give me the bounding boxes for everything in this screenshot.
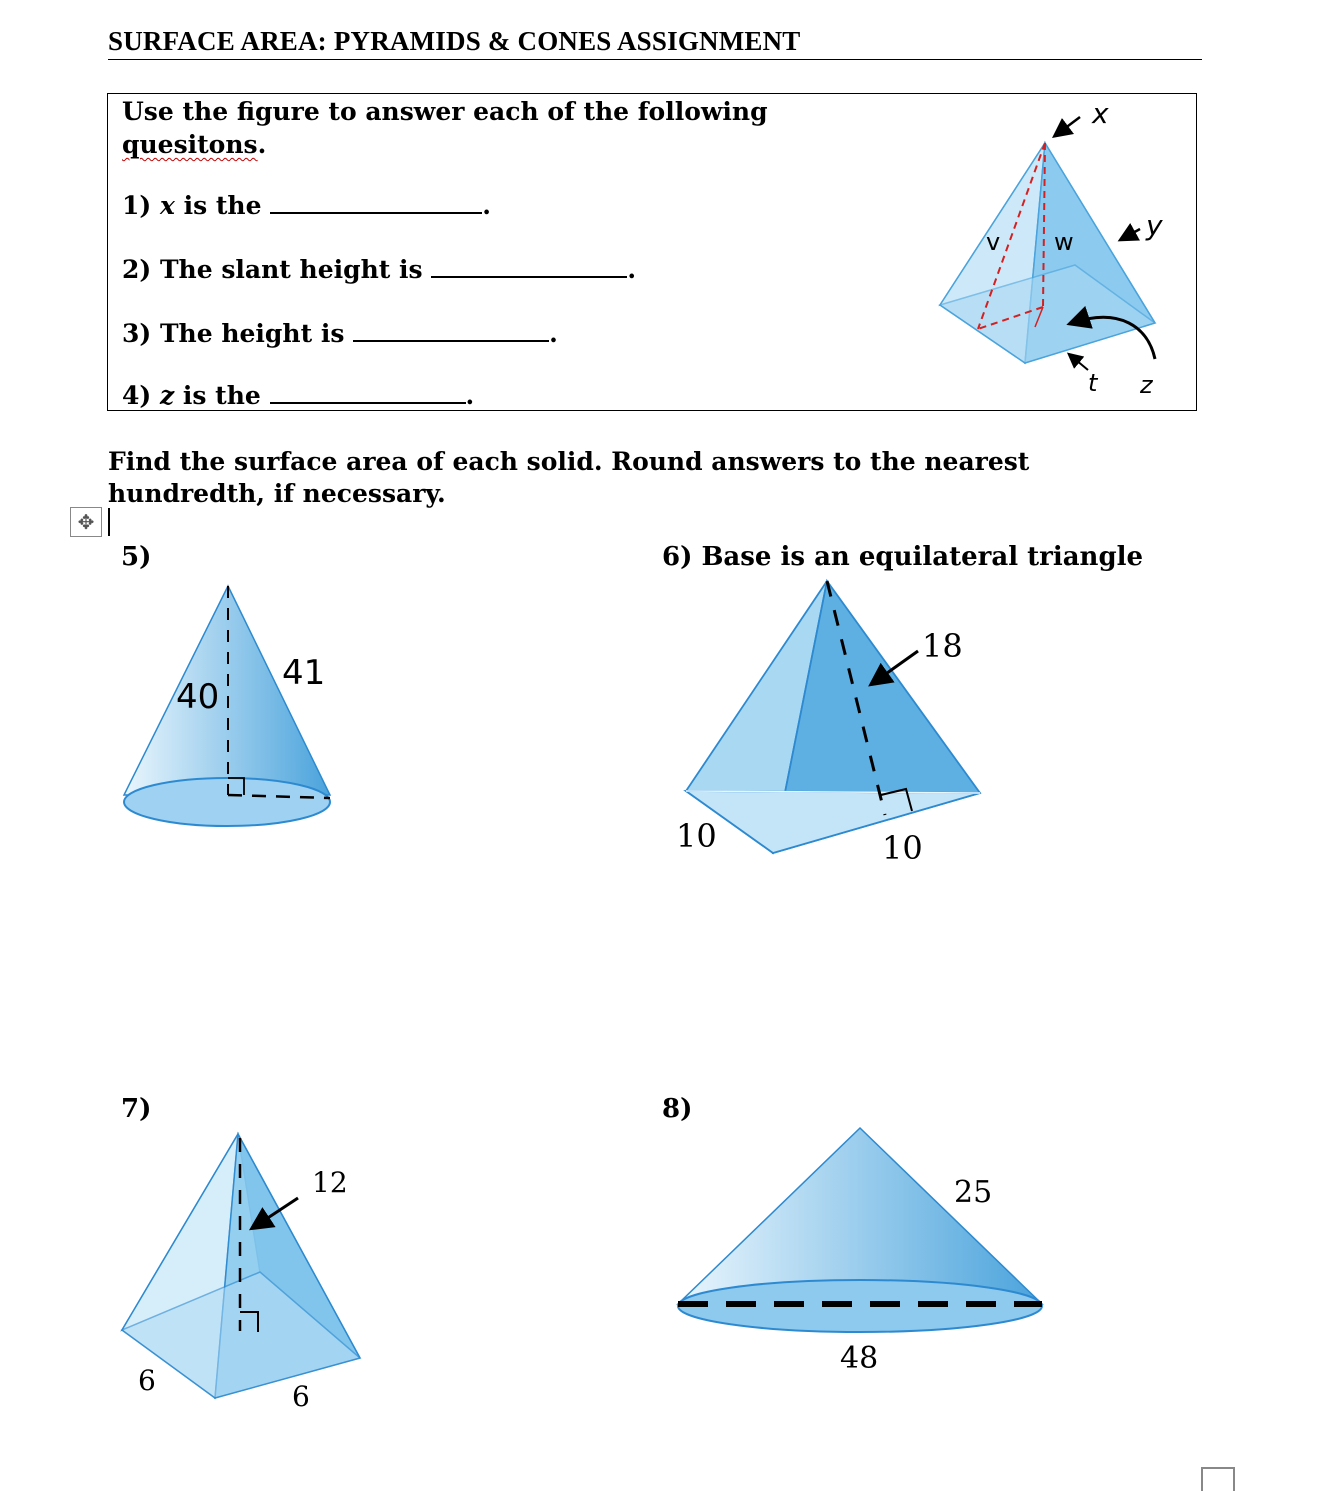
label-z: z — [1140, 371, 1153, 399]
question-variable: z — [159, 381, 175, 410]
y-arrow — [1122, 229, 1140, 239]
cone-lateral-surface — [678, 1128, 1042, 1304]
question-3 — [122, 318, 558, 348]
answer-blank[interactable] — [270, 380, 466, 404]
side-right-label: 6 — [292, 1380, 310, 1413]
problem-7-label: 7) — [121, 1094, 152, 1124]
question-text: is the — [182, 381, 261, 410]
question-variable: x — [159, 191, 175, 220]
slant-label: 18 — [922, 627, 963, 665]
text-cursor — [108, 508, 110, 536]
question-4 — [122, 380, 474, 410]
x-arrow — [1056, 117, 1080, 135]
question-end: . — [465, 381, 475, 410]
label-w: w — [1054, 228, 1074, 256]
answer-blank[interactable] — [270, 190, 482, 214]
height-label: 40 — [176, 677, 220, 717]
question-text: The slant height is — [159, 255, 423, 284]
square-pyramid-figure-7 — [110, 1126, 380, 1426]
question-1 — [122, 190, 491, 220]
question-number: 4) — [122, 381, 152, 410]
question-number: 2) — [122, 255, 152, 284]
question-text: is the — [183, 191, 262, 220]
question-end: . — [627, 255, 637, 284]
t-arrow — [1070, 355, 1088, 370]
table-move-handle-icon[interactable]: ✥ — [70, 507, 102, 537]
misspelled-word: quesitons — [122, 130, 258, 159]
page-title: SURFACE AREA: PYRAMIDS & CONES ASSIGNMENT — [108, 26, 1202, 60]
question-text: The height is — [159, 319, 345, 348]
problem-6-label: 6) Base is an equilateral triangle — [662, 542, 1144, 572]
slant-label: 25 — [954, 1175, 993, 1210]
reference-pyramid-figure — [930, 95, 1190, 407]
surface-area-instructions: Find the surface area of each solid. Round answers to the nearest hundredth, if necessary. — [108, 447, 1030, 508]
question-end: . — [482, 191, 491, 220]
answer-blank[interactable] — [353, 318, 549, 342]
label-v: v — [986, 228, 1001, 256]
question-end: . — [549, 319, 558, 348]
question-number: 1) — [122, 191, 152, 220]
side-right-label: 10 — [882, 829, 923, 867]
side-left-label: 10 — [676, 817, 717, 855]
question-2 — [122, 254, 636, 284]
slant-label: 12 — [312, 1166, 348, 1199]
slant-label: 41 — [282, 653, 326, 693]
question-number: 3) — [122, 319, 152, 348]
figure-instructions — [122, 95, 822, 161]
intro-period: . — [257, 130, 267, 159]
answer-blank[interactable] — [431, 254, 627, 278]
cone-figure-5 — [110, 580, 350, 840]
label-y: y — [1146, 209, 1163, 242]
label-t: t — [1088, 369, 1098, 397]
resize-handle-icon[interactable] — [1201, 1467, 1235, 1491]
pyramid-base — [686, 791, 980, 853]
problem-8-label: 8) — [662, 1094, 693, 1124]
label-x: x — [1092, 97, 1109, 130]
intro-line: Use the figure to answer each of the following — [122, 97, 768, 126]
problem-5-label: 5) — [121, 542, 152, 572]
cone-figure-8 — [670, 1120, 1060, 1380]
diameter-label: 48 — [840, 1341, 879, 1376]
side-left-label: 6 — [138, 1364, 156, 1397]
triangular-pyramid-figure-6 — [670, 575, 1000, 875]
